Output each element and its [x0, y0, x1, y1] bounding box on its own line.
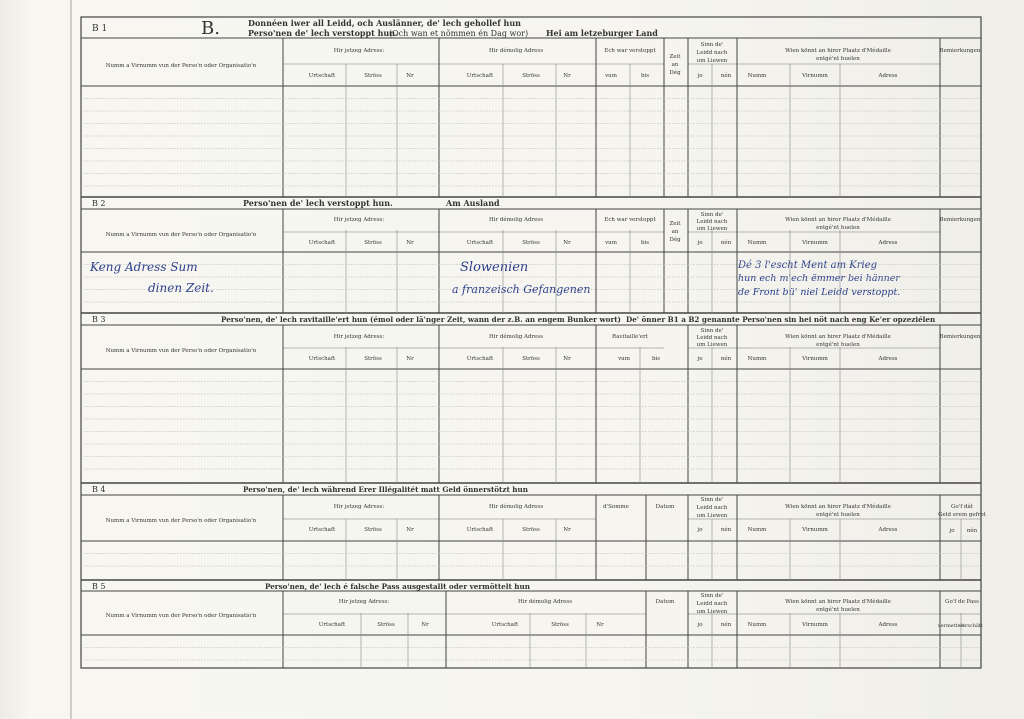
b2-virnumm: Virnumm [802, 240, 828, 246]
b4-urtschaft2: Urtschaft [466, 527, 494, 533]
b1-sinn3: um Liewen [696, 58, 728, 64]
b4-name-col: Numm a Virnumm vun der Perso'n oder Organisatio'n [105, 518, 257, 524]
b1-virnumm: Virnumm [802, 73, 828, 79]
b5-verschafft: verschâft [959, 623, 983, 629]
b1-bemierkungen: Bemierkungen [939, 48, 981, 54]
b5-stross2: Ströss [551, 622, 569, 628]
b1-nen: nén [720, 73, 732, 79]
b4-adress: Adress [878, 527, 898, 533]
handwriting-remark-line3: de Front bü' niel Leidd verstoppt. [738, 287, 901, 298]
b1-verstoppt: Ech war verstoppt [604, 48, 656, 54]
b5-gopass: Go'f de Pass [945, 599, 979, 605]
b5-sinn1: Sinn de' [700, 593, 724, 599]
handwriting-remark-line1: Dé 3 l'escht Ment am Krieg [738, 260, 878, 271]
section-b4 [81, 483, 987, 541]
b4-sinn3: um Liewen [696, 513, 728, 519]
handwriting-name-line1: Keng Adress Sum [90, 260, 198, 274]
b5-vermettelt: vermettelt [937, 623, 965, 629]
b2-zeit-deg: Dég [669, 237, 681, 243]
b1-wien1: Wien könnt an hirer Plaatz d'Médaille [785, 48, 891, 54]
b3-nen: nén [720, 356, 732, 362]
b4-wien2: entgé'nt huelen [816, 512, 860, 518]
b1-sinn2: Leidd nach [696, 50, 728, 56]
b1-jo: jo [697, 73, 703, 79]
intro-letter: B. [201, 18, 220, 39]
b1-jetzeg: Hir jetzeg Adress: [333, 48, 385, 54]
b2-jo: jo [697, 240, 703, 246]
b2-zeit-an: an [671, 229, 679, 235]
b1-urtschaft2: Urtschaft [466, 73, 494, 79]
b5-virnumm: Virnumm [802, 622, 828, 628]
b4-numm: Numm [747, 527, 767, 533]
b2-stross: Ströss [364, 240, 382, 246]
b2-numm: Numm [747, 240, 767, 246]
b3-adress: Adress [878, 356, 898, 362]
b5-name-col: Numm a Virnumm vun der Perso'n oder Organisatio'n [105, 613, 257, 619]
b2-jetzeg: Hir jetzeg Adress: [333, 217, 385, 223]
b1-wien2: entgé'nt huelen [816, 56, 860, 62]
b2-stross2: Ströss [522, 240, 540, 246]
b3-sinn1: Sinn de' [700, 328, 724, 334]
b1-stross: Ströss [364, 73, 382, 79]
b5-urtschaft: Urtschaft [318, 622, 346, 628]
b3-bis: bis [651, 356, 661, 362]
b1-vum: vum [605, 73, 617, 79]
b2-vum: vum [605, 240, 617, 246]
b1-zeit: Zeit [669, 54, 681, 60]
b1-nr2: Nr [563, 73, 571, 79]
b5-nen: nén [720, 622, 732, 628]
b3-wien1: Wien könnt an hirer Plaatz d'Médaille [785, 334, 891, 340]
b4-urtschaft: Urtschaft [308, 527, 336, 533]
b3-stross: Ströss [364, 356, 382, 362]
b5-stross: Ströss [377, 622, 395, 628]
b3-urtschaft: Urtschaft [308, 356, 336, 362]
section-b1 [81, 18, 981, 86]
b4-nen2: nén [966, 528, 978, 534]
b3-name-col: Numm a Virnumm vun der Perso'n oder Organisatio'n [105, 348, 257, 354]
section-b2-label: B 2 [92, 199, 106, 208]
b4-title: Perso'nen, de' lech während Erer Illégalitét matt Geld önnerstötzt hun [243, 485, 528, 494]
b5-jo: jo [697, 622, 703, 628]
b1-bis: bis [640, 73, 650, 79]
b3-title2: De' önner B1 a B2 genannte Perso'nen sin hei nöt nach eng Ke'er opzeziélen [626, 315, 936, 324]
section-b4-label: B 4 [92, 485, 106, 494]
b4-nr: Nr [406, 527, 414, 533]
b3-numm: Numm [747, 356, 767, 362]
b1-name-col: Numm a Virnumm vun der Perso'n oder Organisatio'n [105, 63, 257, 69]
b3-jetzeg: Hir jetzeg Adress: [333, 334, 385, 340]
b1-zeit-an: an [671, 62, 679, 68]
b2-zeit: Zeit [669, 221, 681, 227]
b3-sinn2: Leidd nach [696, 335, 728, 341]
handwriting-adress-line2: a franzeisch Gefangenen [452, 283, 591, 296]
b3-nr2: Nr [563, 356, 571, 362]
b5-datum: Datum [655, 599, 675, 605]
b2-bis: bis [640, 240, 650, 246]
b1-nr: Nr [406, 73, 414, 79]
b3-title: Perso'nen, de' lech ravitaille'ert hun (émol oder lä'nger Zeit, wann der z.B. an engem Bunker wort) [221, 315, 621, 324]
b4-somme: d'Somme [603, 504, 629, 510]
b3-bemierkungen: Bemierkungen [939, 334, 981, 340]
b2-sinn1: Sinn de' [700, 212, 724, 218]
handwriting-adress-line1: Slowenien [460, 260, 529, 275]
b2-sinn3: um Liewen [696, 226, 728, 232]
b4-gosdat1: Go'f dát [950, 504, 974, 510]
b4-jetzeg: Hir jetzeg Adress: [333, 504, 385, 510]
b4-sinn2: Leidd nach [696, 505, 728, 511]
b3-wien2: entgé'nt huelen [816, 342, 860, 348]
handwriting-name-line2: dinen Zeit. [148, 281, 214, 295]
b4-stross2: Ströss [522, 527, 540, 533]
b2-title: Perso'nen de' lech verstoppt hun. [243, 198, 393, 208]
handwriting-remark-line2: hun ech m'ech ëmmer bei hänner [738, 273, 900, 284]
b4-demolig: Hir démolig Adress [488, 504, 544, 510]
b1-adress: Adress [878, 73, 898, 79]
b1-zeit-deg: Dég [669, 70, 681, 76]
b4-nr2: Nr [563, 527, 571, 533]
intro-line2a: Perso'nen de' lech verstoppt hun. [248, 28, 398, 38]
b3-sinn3: um Liewen [696, 342, 728, 348]
b5-demolig: Hir démolig Adress [517, 599, 573, 605]
b5-adress: Adress [878, 622, 898, 628]
b2-nr2: Nr [563, 240, 571, 246]
b2-name-col: Numm a Virnumm vun der Perso'n oder Organisatio'n [105, 232, 257, 238]
b2-urtschaft: Urtschaft [308, 240, 336, 246]
b3-stross2: Ströss [522, 356, 540, 362]
b2-urtschaft2: Urtschaft [466, 240, 494, 246]
b4-wien1: Wien könnt an hirer Plaatz d'Médaille [785, 504, 891, 510]
intro-line2b: (Och wan et nõmmen én Dag wor) [389, 29, 529, 38]
b2-wien2: entgé'nt huelen [816, 225, 860, 231]
b5-jetzeg: Hir jetzeg Adress: [338, 599, 390, 605]
b4-jo2: jo [949, 528, 955, 534]
section-b5 [81, 580, 983, 635]
column-lines [283, 38, 961, 668]
section-b3-label: B 3 [92, 315, 106, 324]
b5-nr2: Nr [596, 622, 604, 628]
section-b1-label: B 1 [92, 24, 108, 34]
b3-vum: vum [618, 356, 630, 362]
b4-datum: Datum [655, 504, 675, 510]
intro-line1: Donnéen iwer all Leidd, och Auslänner, de' lech gehollef hun [248, 18, 521, 28]
b4-nen: nén [720, 527, 732, 533]
b4-virnumm: Virnumm [802, 527, 828, 533]
b1-demolig: Hir démolig Adress [488, 48, 544, 54]
b2-sinn2: Leidd nach [696, 219, 728, 225]
b1-urtschaft: Urtschaft [308, 73, 336, 79]
b3-nr: Nr [406, 356, 414, 362]
b3-virnumm: Virnumm [802, 356, 828, 362]
b5-sinn2: Leidd nach [696, 601, 728, 607]
b5-wien1: Wien könnt an hirer Plaatz d'Médaille [785, 599, 891, 605]
b2-adress: Adress [878, 240, 898, 246]
b5-nr: Nr [421, 622, 429, 628]
b3-jo: jo [697, 356, 703, 362]
b3-demolig: Hir démolig Adress [488, 334, 544, 340]
b2-nr: Nr [406, 240, 414, 246]
b5-wien2: entgé'nt huelen [816, 607, 860, 613]
b5-urtschaft2: Urtschaft [491, 622, 519, 628]
b1-numm: Numm [747, 73, 767, 79]
b4-gosdat2: Geld erem gefrot [938, 512, 986, 518]
b4-sinn1: Sinn de' [700, 497, 724, 503]
entry-row-lines [81, 99, 981, 661]
b1-stross2: Ströss [522, 73, 540, 79]
b3-ravitailleert: Ravitaille'ert [611, 334, 649, 340]
b4-stross: Ströss [364, 527, 382, 533]
b5-numm: Numm [747, 622, 767, 628]
b4-jo: jo [697, 527, 703, 533]
b2-bemierkungen: Bemierkungen [939, 217, 981, 223]
b2-demolig: Hir démolig Adress [488, 217, 544, 223]
intro-line2c: Hei am letzeburger Land [546, 28, 658, 38]
b5-title: Perso'nen, de' lech é falsche Pass ausgestallt oder vermöttelt hun [265, 582, 530, 591]
section-b5-label: B 5 [92, 582, 106, 591]
b1-sinn1: Sinn de' [700, 42, 724, 48]
b2-nen: nén [720, 240, 732, 246]
section-b3 [81, 313, 981, 369]
section-b2 [81, 197, 981, 298]
b3-urtschaft2: Urtschaft [466, 356, 494, 362]
b2-wien1: Wien könnt an hirer Plaatz d'Médaille [785, 217, 891, 223]
b2-title2: Am Ausland [446, 198, 500, 208]
b5-sinn3: um Liewen [696, 609, 728, 615]
b2-verstoppt: Ech war verstoppt [604, 217, 656, 223]
